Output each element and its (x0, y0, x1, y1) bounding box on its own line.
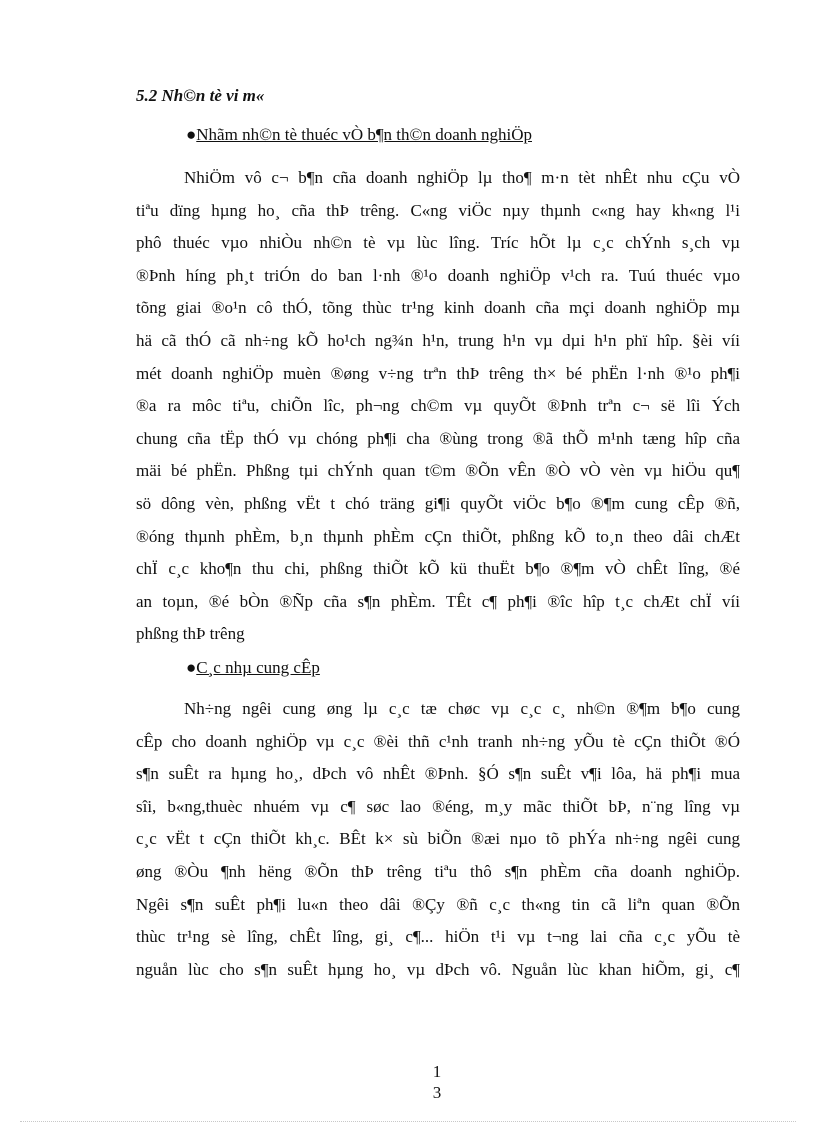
text-line: ®Þnh híng ph¸t triÓn do ban l·nh ®¹o doanh nghiÖp v¹ch ra. Tuú thuéc vµo (136, 265, 740, 285)
subsection-heading-suppliers (186, 658, 320, 678)
text-line: nguån lùc cho s¶n suÊt hµng ho¸ vµ dÞch vô. Nguån lùc khan hiÕm, gi¸ c¶ (136, 959, 740, 979)
text-line: s¶n suÊt ra hµng ho¸, dÞch vô nhÊt ®Þnh. §Ó s¶n suÊt v¶i lôa, hä ph¶i mua (136, 764, 740, 784)
text-line: Nh÷ng ngêi cung øng lµ c¸c tæ chøc vµ c¸c c¸ nh©n ®¶m b¶o cung (184, 699, 740, 718)
text-line: sö dông vèn, phßng vËt t chó träng gi¶i quyÕt viÖc b¶o ®¶m cung cÊp ®ñ, (136, 493, 740, 513)
page-number-line-2: 3 (432, 1083, 442, 1102)
subsection-title: Nhãm nh©n tè thuéc vÒ b¶n th©n doanh nghiÖp (196, 125, 532, 144)
text-line: thùc tr¹ng sè lîng, chÊt lîng, gi¸ c¶... hiÖn t¹i vµ t¬ng lai cña c¸c yÕu tè (136, 927, 740, 947)
text-line: Ngêi s¶n suÊt ph¶i lu«n theo dâi ®Çy ®ñ c¸c th«ng tin cã liªn quan ®Õn (136, 894, 740, 914)
text-line: ®óng thµnh phÈm, b¸n thµnh phÈm cÇn thiÕt, phßng kÕ to¸n theo dâi chÆt (136, 526, 740, 546)
text-line: phô thuéc vµo nhiÒu nh©n tè vµ lùc lîng. Tríc hÕt lµ c¸c chÝnh s¸ch vµ (136, 233, 740, 253)
text-line: tiªu dïng hµng ho¸ cña thÞ trêng. C«ng viÖc nµy thµnh c«ng hay kh«ng l¹i (136, 200, 740, 220)
text-line: mäi bé phËn. Phßng tµi chÝnh quan t©m ®Õn vÊn ®Ò vÒ vèn vµ hiÖu qu¶ (136, 461, 740, 481)
subsection-title: C¸c nhµ cung cÊp (196, 658, 320, 677)
bullet-icon: ● (186, 125, 197, 144)
text-line: c¸c vËt t cÇn thiÕt kh¸c. BÊt k× sù biÕn ®æi nµo tõ phÝa nh÷ng ngêi cung (136, 829, 740, 849)
paragraph-internal-factors (136, 162, 740, 651)
section-heading: 5.2 Nh©n tè vi m« (136, 86, 265, 105)
footer-divider (20, 1121, 796, 1122)
text-line: an toµn, ®é bÒn ®Ñp cña s¶n phÈm. TÊt c¶ ph¶i ®îc hîp t¸c chÆt chÏ víi (136, 591, 740, 611)
text-line: øng ®Òu ¶nh hëng ®Õn thÞ trêng tiªu thô s¶n phÈm cña doanh nghiÖp. (136, 861, 740, 881)
text-line: NhiÖm vô c¬ b¶n cña doanh nghiÖp lµ tho¶ m·n tèt nhÊt nhu cÇu vÒ (184, 168, 740, 187)
text-line: tõng giai ®o¹n cô thÓ, tõng thùc tr¹ng kinh doanh cña mçi doanh nghiÖp mµ (136, 298, 740, 318)
text-line: chung cña tËp thÓ vµ chóng ph¶i cha ®ùng trong ®ã thÕ m¹nh tæng hîp cña (136, 428, 740, 448)
text-line: sîi, b«ng,thuèc nhuém vµ c¶ søc lao ®éng, m¸y mãc thiÕt bÞ, n¨ng lîng vµ (136, 796, 740, 816)
subsection-heading-internal-factors (186, 125, 532, 145)
bullet-icon: ● (186, 658, 197, 677)
text-line: phßng thÞ trêng (136, 624, 245, 644)
page-number-line-1: 1 (432, 1062, 442, 1081)
text-line: cÊp cho doanh nghiÖp vµ c¸c ®èi thñ c¹nh tranh nh÷ng yÕu tè cÇn thiÕt ®Ó (136, 731, 740, 751)
text-line: chÏ c¸c kho¶n thu chi, phßng thiÕt kÕ kü thuËt b¶o ®¶m vÒ chÊt lîng, ®é (136, 559, 740, 579)
paragraph-suppliers (136, 693, 740, 986)
text-line: ®a ra môc tiªu, chiÕn lîc, ph¬ng ch©m vµ quyÕt ®Þnh trªn c¬ së lîi Ých (136, 396, 740, 416)
text-line: mét doanh nghiÖp muèn ®øng v÷ng trªn thÞ trêng th× bé phËn l·nh ®¹o ph¶i (136, 363, 740, 383)
text-line: hä cã thÓ cã nh÷ng kÕ ho¹ch ng¾n h¹n, trung h¹n vµ dµi h¹n phï hîp. §èi víi (136, 330, 740, 350)
